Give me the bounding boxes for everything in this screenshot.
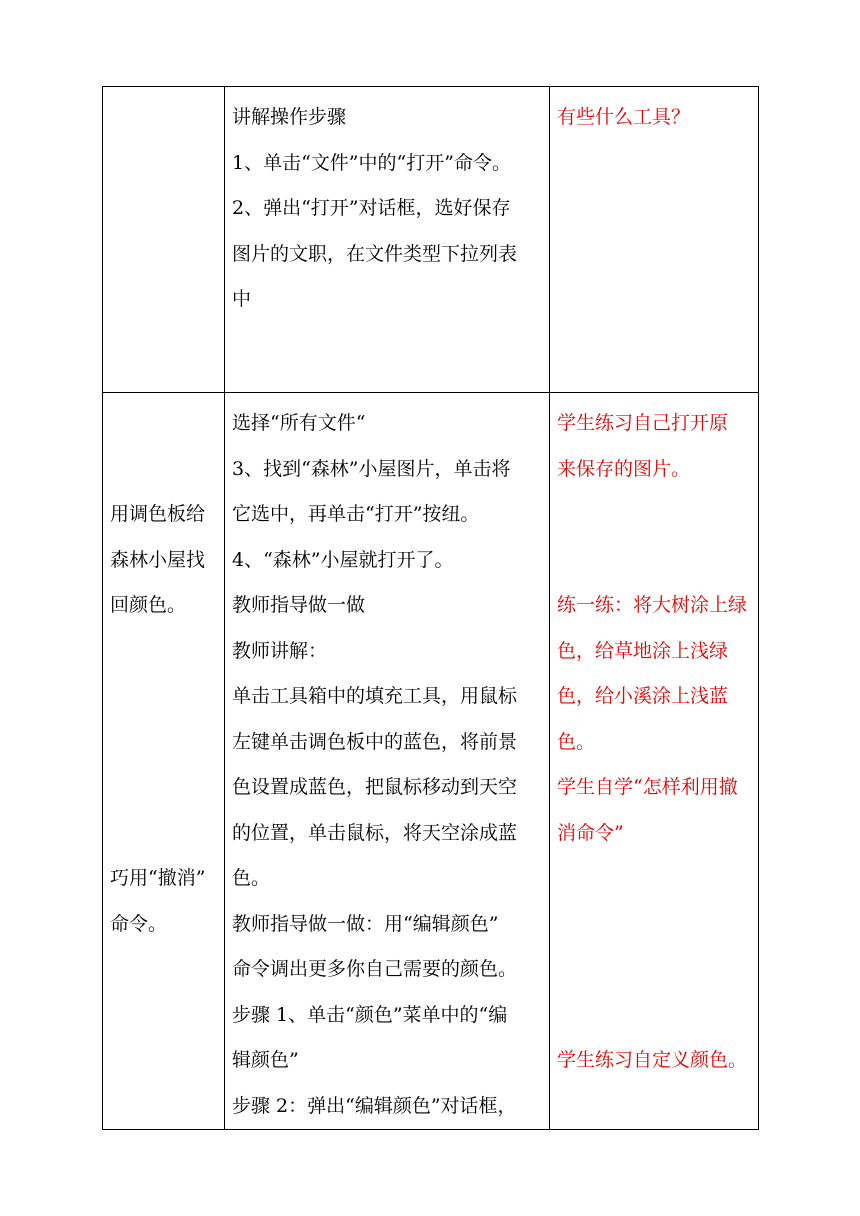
text-line: 辑颜色” bbox=[232, 1049, 299, 1071]
student-activity-cell bbox=[550, 393, 759, 1130]
text-line: 的位置，单击鼠标，将天空涂成蓝 bbox=[232, 821, 518, 844]
student-activity-cell bbox=[550, 87, 759, 393]
text-line: 森林小屋找 bbox=[110, 548, 206, 571]
text-line: 色。 bbox=[232, 867, 271, 889]
text-line: 2、弹出“打开”对话框，选好保存 bbox=[232, 197, 511, 219]
text-line: 教师讲解： bbox=[232, 639, 328, 662]
text-line: 巧用“撤消” bbox=[110, 867, 206, 889]
text-line: 讲解操作步骤 bbox=[232, 106, 347, 128]
text-line: 它选中，再单击“打开”按纽。 bbox=[232, 503, 480, 525]
text-line: 教师指导做一做 bbox=[232, 594, 366, 616]
lesson-plan-table bbox=[102, 86, 759, 1130]
text-line: 来保存的图片。 bbox=[557, 457, 691, 480]
teacher-activity-cell bbox=[225, 393, 550, 1130]
text-line: 步骤 1、单击“颜色”菜单中的“编 bbox=[232, 1003, 508, 1026]
text-line: 命令调出更多你自己需要的颜色。 bbox=[232, 958, 518, 980]
text-line: 回颜色。 bbox=[110, 594, 187, 616]
text-line: 色。 bbox=[557, 730, 596, 753]
topic-cell bbox=[103, 87, 225, 393]
text-line: 命令。 bbox=[110, 912, 168, 935]
text-line: 练一练：将大树涂上绿 bbox=[557, 594, 748, 616]
text-line: 1、单击“文件”中的“打开”命令。 bbox=[232, 151, 511, 174]
text-line: 用调色板给 bbox=[110, 503, 206, 525]
text-line: 教师指导做一做：用“编辑颜色” bbox=[232, 912, 499, 935]
teacher-activity-cell bbox=[225, 87, 550, 393]
text-line: 学生练习自己打开原 bbox=[557, 412, 729, 434]
text-line: 有些什么工具？ bbox=[557, 106, 691, 128]
topic-cell bbox=[103, 393, 225, 1130]
text-line: 学生练习自定义颜色。 bbox=[557, 1049, 748, 1071]
text-line: 学生自学“怎样利用撤 bbox=[557, 776, 738, 798]
text-line: 图片的文职，在文件类型下拉列表 bbox=[232, 242, 518, 265]
text-line: 左键单击调色板中的蓝色，将前景 bbox=[232, 730, 518, 753]
text-line: 选择“所有文件“ bbox=[232, 412, 366, 434]
table-row bbox=[103, 393, 759, 1130]
text-line: 4、“森林”小屋就打开了。 bbox=[232, 548, 454, 571]
text-line: 步骤 2：弹出“编辑颜色”对话框， bbox=[232, 1094, 517, 1117]
text-line: 色，给小溪涂上浅蓝 bbox=[557, 685, 729, 707]
text-line: 消命令” bbox=[557, 821, 624, 844]
text-line: 色，给草地涂上浅绿 bbox=[557, 639, 729, 662]
text-line: 3、找到“森林”小屋图片，单击将 bbox=[232, 457, 511, 480]
table-row bbox=[103, 87, 759, 393]
text-line: 中 bbox=[232, 288, 252, 310]
text-line: 色设置成蓝色，把鼠标移动到天空 bbox=[232, 776, 518, 798]
text-line: 单击工具箱中的填充工具，用鼠标 bbox=[232, 685, 518, 707]
